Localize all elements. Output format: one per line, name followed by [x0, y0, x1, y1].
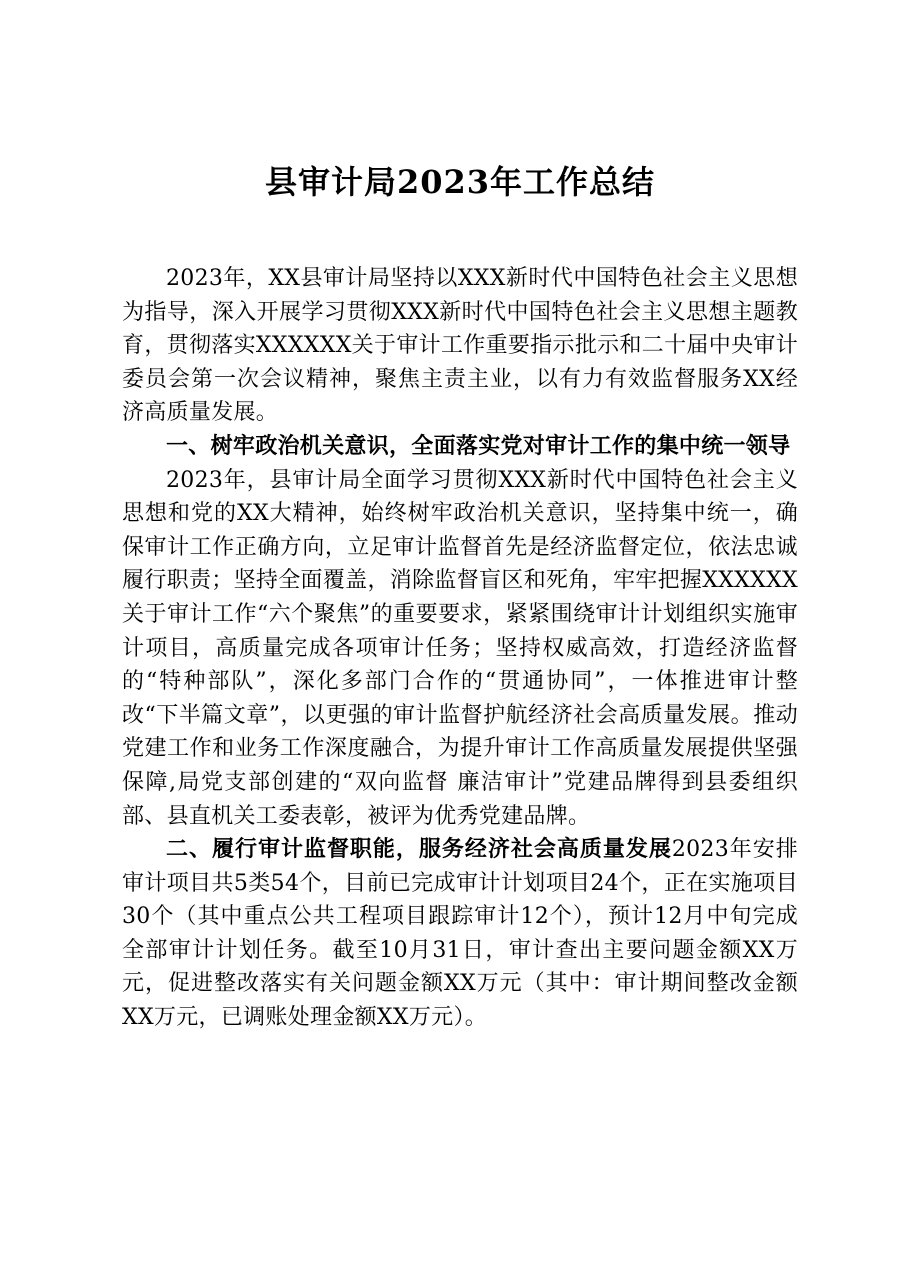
section2-heading: 二、履行审计监督职能，服务经济社会高质量发展	[166, 836, 672, 863]
document-body	[122, 262, 798, 1035]
document-title: 县审计局2023年工作总结	[264, 163, 656, 201]
section2-paragraph	[122, 833, 798, 1035]
section1-heading: 一、树牢政治机关意识，全面落实党对审计工作的集中统一领导	[166, 432, 791, 459]
intro-paragraph: 2023年，XX县审计局坚持以XXX新时代中国特色社会主义思想为指导，深入开展学习贯彻XXX新时代中国特色社会主义思想主题教育，贯彻落实XXXXXX关于审计工作重要指示批示和二十届中央审计委员会第一次会议精神，聚焦主责主业，以有力有效监督服务XX经济高质量发展。	[122, 266, 798, 426]
section2-body: 2023年安排审计项目共5类54个，目前已完成审计计划项目24个，正在实施项目30个（其中重点公共工程项目跟踪审计12个），预计12月中旬完成全部审计计划任务。截至10月31日，审计查出主要问题金额XX万元，促进整改落实有关问题金额XX万元（其中：审计期间整改金额XX万元，已调账处理金额XX万元）。	[122, 837, 798, 1031]
section1-paragraph: 2023年，县审计局全面学习贯彻XXX新时代中国特色社会主义思想和党的XX大精神，始终树牢政治机关意识，坚持集中统一，确保审计工作正确方向，立足审计监督首先是经济监督定位，依法忠诚履行职责；坚持全面覆盖，消除监督盲区和死角，牢牢把握XXXXXX关于审计工作“六个聚焦”的重要要求，紧紧围绕审计计划组织实施审计项目，高质量完成各项审计任务；坚持权威高效，打造经济监督的“特种部队”，深化多部门合作的“贯通协同”，一体推进审计整改“下半篇文章”，以更强的审计监督护航经济社会高质量发展。推动党建工作和业务工作深度融合，为提升审计工作高质量发展提供坚强保障,局党支部创建的“双向监督 廉洁审计”党建品牌得到县委组织部、县直机关工委表彰，被评为优秀党建品牌。	[122, 467, 798, 829]
